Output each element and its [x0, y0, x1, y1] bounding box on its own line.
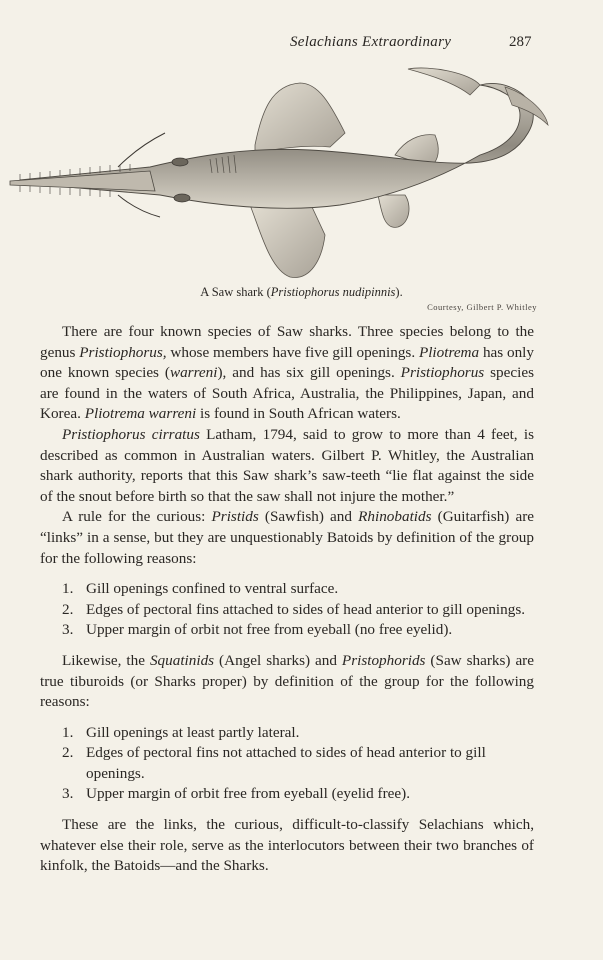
saw-shark-figure [0, 55, 603, 285]
list-text: Edges of pectoral fins not attached to sides of head anterior to gill openings. [86, 744, 486, 782]
paragraph-species [40, 322, 534, 425]
upper-eye [172, 158, 188, 166]
taxon-name: Pristophorids [341, 651, 426, 669]
lower-barbel [118, 195, 160, 217]
text-run: (Sawfish) and [258, 508, 359, 526]
list-item [40, 620, 534, 641]
list-text: Gill openings confined to ventral surface. [86, 580, 339, 598]
page-header [0, 34, 603, 54]
text-run: ), and has six gill openings. [217, 364, 401, 382]
list-item [40, 723, 534, 744]
pelvic-fin [378, 195, 409, 227]
upper-barbel [118, 133, 165, 167]
species-name: Pristiophorus, [79, 343, 167, 361]
list-item [40, 579, 534, 600]
lower-eye [174, 194, 190, 202]
list-number: 3. [62, 621, 74, 639]
caption-tail: ). [395, 285, 403, 299]
caption-species: Pristiophorus nudipinnis [270, 285, 396, 299]
paragraph-cirratus [40, 425, 534, 507]
text-run: species are found in the waters of South Africa, Australia, the Philippines, Japan, and Korea. [40, 364, 534, 423]
text-run: These are the links, the curious, difficult-to-classify Selachians which, whatever else their role, serve as the interlocutors between their two branches of kinfolk, the Batoids—and the Sharks. [40, 816, 534, 875]
text-run: whose members have five gill openings. [166, 343, 419, 361]
shark-reasons-list [40, 723, 534, 805]
taxon-name: Rhinobatids [358, 508, 432, 526]
taxon-name: Pristids [211, 508, 259, 526]
list-item [40, 784, 534, 805]
species-name: Pliotrema [418, 343, 480, 361]
figure-credit: Courtesy, Gilbert P. Whitley [427, 302, 537, 312]
caption-lead: A Saw shark ( [200, 285, 271, 299]
text-run: (Guitarfish) are “links” in a sense, but they are unquestionably Batoids by definition of the group for the following reasons: [40, 508, 534, 567]
batoid-reasons-list [40, 579, 534, 641]
species-name: warreni [169, 364, 218, 382]
paragraph-rule [40, 507, 534, 569]
list-text: Upper margin of orbit free from eyeball (eyelid free). [86, 785, 410, 803]
tail-fin [408, 68, 480, 95]
list-item [40, 743, 534, 784]
body-text [40, 322, 534, 877]
text-run: is found in South African waters. [196, 405, 401, 423]
text-run: Likewise, the [62, 651, 150, 669]
taxon-name: Squatinids [149, 651, 215, 669]
page-number: 287 [509, 34, 532, 50]
species-name: Pristiophorus cirratus [62, 425, 200, 443]
list-text: Upper margin of orbit not free from eyeball (no free eyelid). [86, 621, 453, 639]
saw-shark-illustration [0, 55, 603, 285]
list-number: 2. [62, 744, 74, 762]
list-item [40, 600, 534, 621]
list-number: 3. [62, 785, 74, 803]
list-number: 2. [62, 600, 74, 618]
list-number: 1. [62, 580, 74, 598]
text-run: Latham, 1794, said to grow to more than 4 feet, is described as common in Australian waters. Gilbert P. Whitley, the Australian shark authority, reports that this Saw shark’s saw-teeth “lie flat against the side of the snout before birth so that the saw shall not injure the mother.” [40, 425, 534, 505]
list-text: Gill openings at least partly lateral. [86, 723, 300, 741]
paragraph-conclusion [40, 815, 534, 877]
lower-pectoral-fin [250, 205, 325, 277]
text-run: A rule for the curious: [62, 508, 212, 526]
text-run: There are four known species of Saw sharks. Three species belong to the genus [40, 323, 534, 361]
running-title: Selachians Extraordinary [290, 34, 452, 50]
upper-pectoral-fin [255, 83, 345, 153]
species-name: Pristiophorus [400, 364, 485, 382]
text-run: has only one known species ( [40, 343, 534, 382]
list-text: Edges of pectoral fins attached to sides of head anterior to gill openings. [86, 600, 526, 618]
list-number: 1. [62, 723, 74, 741]
text-run: (Saw sharks) are true tiburoids (or Sharks proper) by definition of the group for the following reasons: [40, 651, 534, 711]
species-name: Pliotrema warreni [84, 405, 197, 423]
text-run: (Angel sharks) and [214, 651, 342, 669]
figure-caption [0, 285, 603, 300]
paragraph-likewise [40, 651, 534, 713]
